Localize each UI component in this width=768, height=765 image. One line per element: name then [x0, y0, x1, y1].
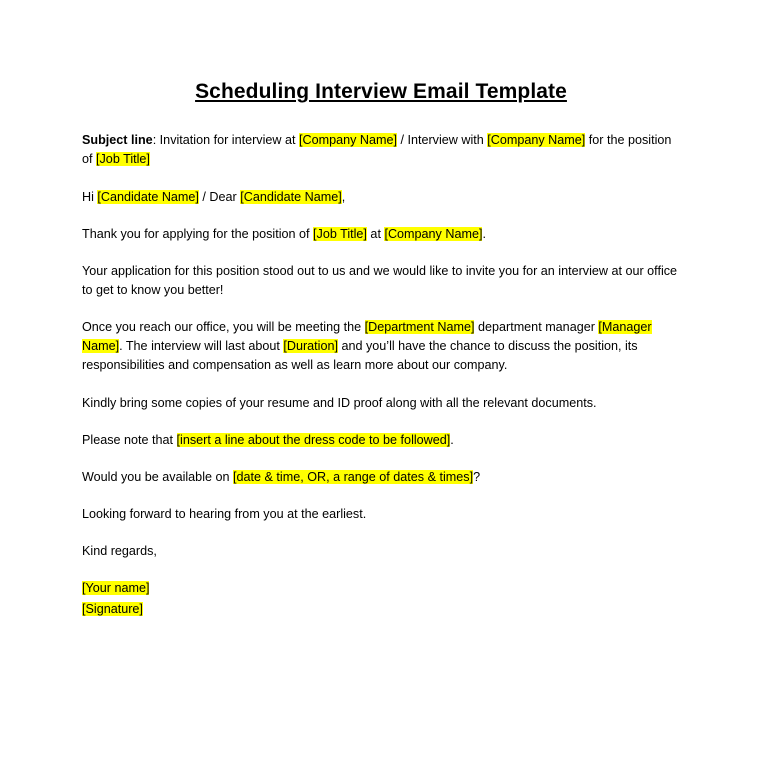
placeholder-signature: [Signature] [82, 602, 143, 617]
placeholder-candidate-name-1: [Candidate Name] [97, 189, 199, 204]
placeholder-company-name-1: [Company Name] [298, 133, 397, 148]
signature-line [82, 600, 680, 619]
placeholder-company-name-3: [Company Name] [384, 226, 483, 241]
thanks-text-1: Thank you for applying for the position of [82, 226, 314, 241]
greeting-hi: Hi [82, 189, 98, 204]
greeting-end: , [341, 189, 346, 204]
page-title: Scheduling Interview Email Template [195, 80, 567, 103]
placeholder-job-title-2: [Job Title] [313, 226, 367, 241]
subject-text-1: : Invitation for interview at [152, 133, 299, 148]
dress-code-text-2: . [450, 432, 454, 447]
placeholder-manager-name: [Manager Name] [82, 320, 652, 354]
looking-forward-paragraph: Looking forward to hearing from you at the earliest. [82, 506, 367, 521]
placeholder-company-name-2: [Company Name] [487, 133, 586, 148]
placeholder-candidate-name-2: [Candidate Name] [240, 189, 342, 204]
subject-line-label: Subject line [82, 133, 153, 148]
placeholder-dress-code: [insert a line about the dress code to be followed] [176, 432, 451, 447]
bring-documents-paragraph: Kindly bring some copies of your resume and ID proof along with all the relevant documents. [82, 395, 597, 410]
placeholder-your-name: [Your name] [82, 581, 150, 596]
subject-text-2: / Interview with [396, 133, 488, 148]
sign-off-paragraph: Kind regards, [82, 544, 157, 559]
placeholder-job-title-1: [Job Title] [96, 152, 150, 167]
email-body [82, 131, 680, 619]
subject-text-3: for the position of [82, 133, 672, 167]
your-name-line [82, 579, 680, 598]
thanks-text-3: . [482, 226, 486, 241]
office-text-1: Once you reach our office, you will be meeting the [82, 320, 365, 335]
office-text-4: and you’ll have the chance to discuss the position, its responsibilities and compensation as well as learn more about our company. [82, 339, 638, 373]
thanks-text-2: at [366, 226, 385, 241]
availability-paragraph [82, 468, 680, 487]
office-paragraph [82, 318, 680, 375]
placeholder-date-time: [date & time, OR, a range of dates & times] [233, 469, 474, 484]
stood-out-paragraph: Your application for this position stood out to us and we would like to invite you for an interview at our office to get to know you better! [82, 263, 678, 297]
greeting-paragraph [82, 188, 680, 207]
office-text-3: . The interview will last about [119, 339, 284, 354]
office-text-2: department manager [474, 320, 599, 335]
greeting-mid: / Dear [198, 189, 241, 204]
placeholder-department-name: [Department Name] [364, 320, 475, 335]
subject-line-paragraph [82, 131, 680, 169]
availability-text-2: ? [473, 469, 481, 484]
placeholder-duration: [Duration] [283, 339, 338, 354]
dress-code-text-1: Please note that [82, 432, 177, 447]
dress-code-paragraph [82, 431, 680, 450]
thanks-paragraph [82, 225, 680, 244]
availability-text-1: Would you be available on [82, 469, 233, 484]
signature-block [82, 579, 680, 619]
